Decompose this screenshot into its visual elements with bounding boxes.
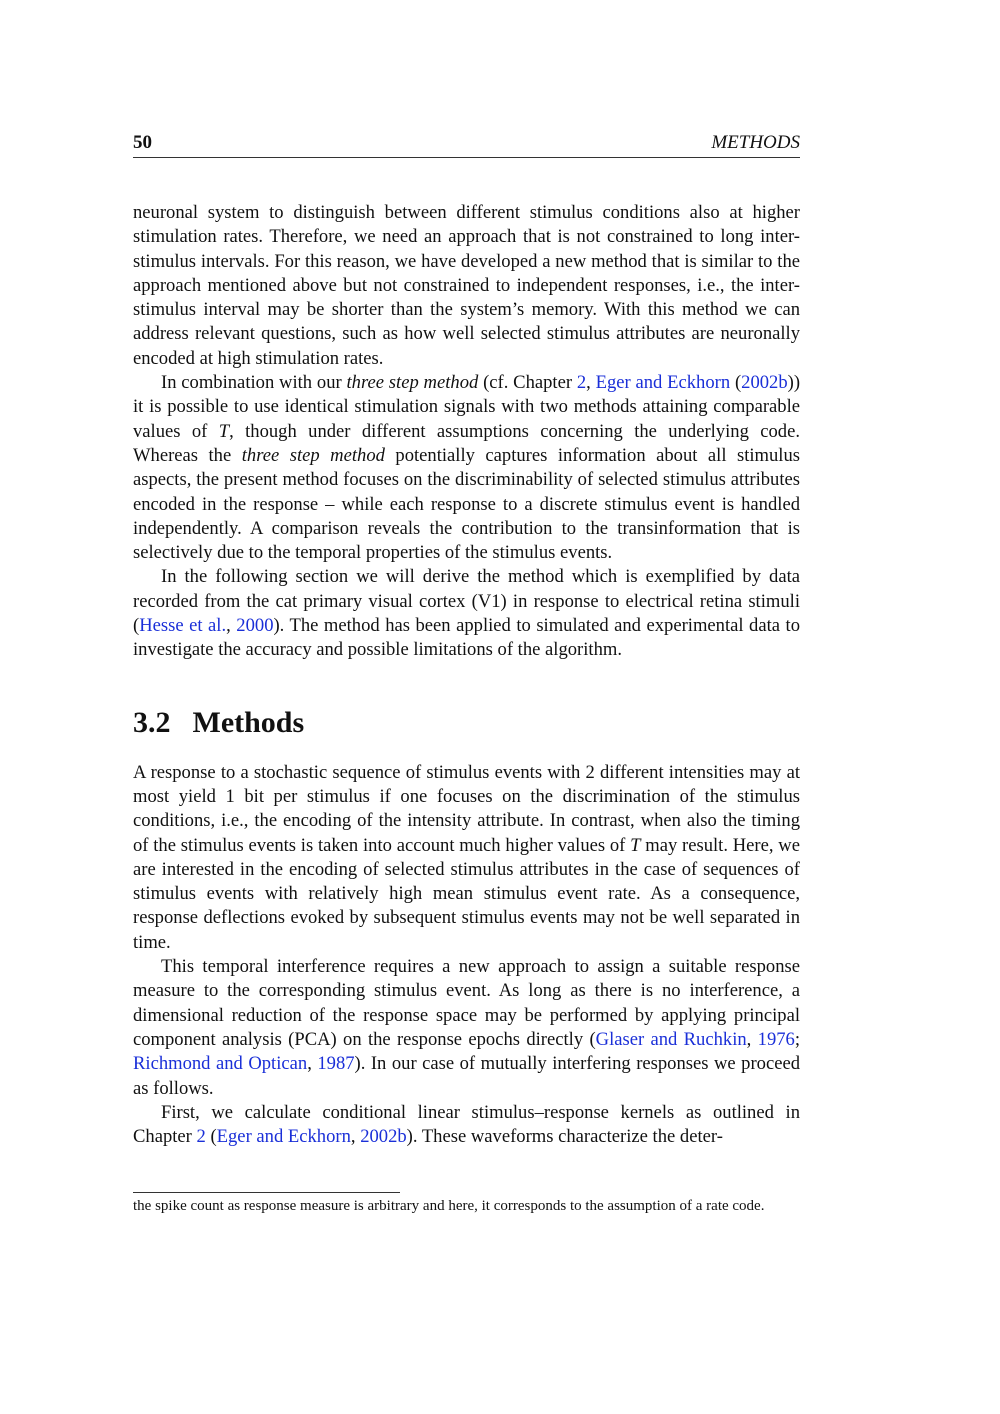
citation-link-eger-eckhorn[interactable]: Eger and Eckhorn [216,1126,351,1148]
paragraph-3: In the following section we will derive the method which is exemplified by data recorded from the cat primary visual cortex (V1) in response to electrical retina stimuli (Hesse et al., 2000). The method has been applied to simulated and experimental data to investigate the accuracy and possible limitations of the algorithm. [133,566,800,661]
paragraph-5: This temporal interference requires a new approach to assign a suitable response measure to the corresponding stimulus event. As long as there is no interference, a dimensional reduction of the response space may be performed by applying principal component analysis (PCA) on the response epochs directly (Glaser and Ruchkin, 1976; Richmond and Optican, 1987). In our case of mutually interfering responses we proceed as follows. [133,956,801,1099]
citation-year-link[interactable]: 2002b [360,1126,407,1148]
paragraph-2: In combination with our three step method (cf. Chapter 2, Eger and Eckhorn (2002b)) it is possible to use identical stimulation signals with two methods attaining comparable values of T, though under different assumptions concerning the underlying code. Whereas the three step method potentially captures information about all stimulus aspects, the present method focuses on the discriminability of selected stimulus attributes encoded in the response – while each response to a discrete stimulus event is handled independently. A comparison reveals the contribution to the transinformation that is selectively due to the temporal properties of the stimulus events. [133,372,801,564]
citation-year-link[interactable]: 2000 [236,615,274,637]
paragraph-6: First, we calculate conditional linear stimulus–response kernels as outlined in Chapter 2 (Eger and Eckhorn, 2002b). These waveforms characterize the deter- [133,1101,800,1148]
paragraph-1: neuronal system to distinguish between different stimulus conditions also at higher stimulation rates. Therefore, we need an approach that is not constrained to long inter-stimulus intervals. For this reason, we have developed a new method that is similar to the approach mentioned above but not constrained to independent responses, i.e., the inter-stimulus interval may be shorter than the system’s memory. With this method we can address relevant questions, such as how well selected stimulus attributes are neuronally encoded at high stimulation rates. [133,202,800,369]
emphasis-three-step-method: three step method [346,372,479,394]
section-heading [133,705,800,741]
chapter-reference-link[interactable]: 2 [576,372,587,394]
running-title: METHODS [711,132,800,153]
variable-t: T [630,834,641,856]
variable-t: T [218,420,230,442]
citation-link-hesse[interactable]: Hesse et al. [139,615,227,637]
page-header [133,132,800,158]
citation-link-richmond-optican[interactable]: Richmond and Optican [133,1053,308,1075]
citation-link-eger-eckhorn[interactable]: Eger and Eckhorn [595,372,731,394]
section-title: Methods [192,705,305,739]
citation-year-link[interactable]: 1976 [757,1028,795,1050]
citation-year-link[interactable]: 1987 [317,1053,355,1075]
body-text [133,201,800,1149]
emphasis-three-step-method: three step method [241,444,385,466]
citation-year-link[interactable]: 2002b [741,372,788,394]
paragraph-4: A response to a stochastic sequence of stimulus events with 2 different intensities may at most yield 1 bit per stimulus if one focuses on the discrimination of the stimulus conditions, i.e., the encoding of the intensity attribute. In contrast, when also the timing of the stimulus events is taken into account much higher values of T may result. Here, we are interested in the encoding of selected stimulus attributes in the case of sequences of stimulus events with relatively high mean stimulus event rate. As a consequence, response deflections evoked by subsequent stimulus events may not be well separated in time. [133,761,800,953]
footnote-divider [133,1192,400,1193]
section-number: 3.2 [133,705,171,739]
footnote: the spike count as response measure is arbitrary and here, it corresponds to the assumption of a rate code. [133,1198,765,1214]
page-number: 50 [133,132,152,153]
citation-link-glaser-ruchkin[interactable]: Glaser and Ruchkin [595,1028,747,1050]
chapter-reference-link[interactable]: 2 [196,1126,206,1148]
